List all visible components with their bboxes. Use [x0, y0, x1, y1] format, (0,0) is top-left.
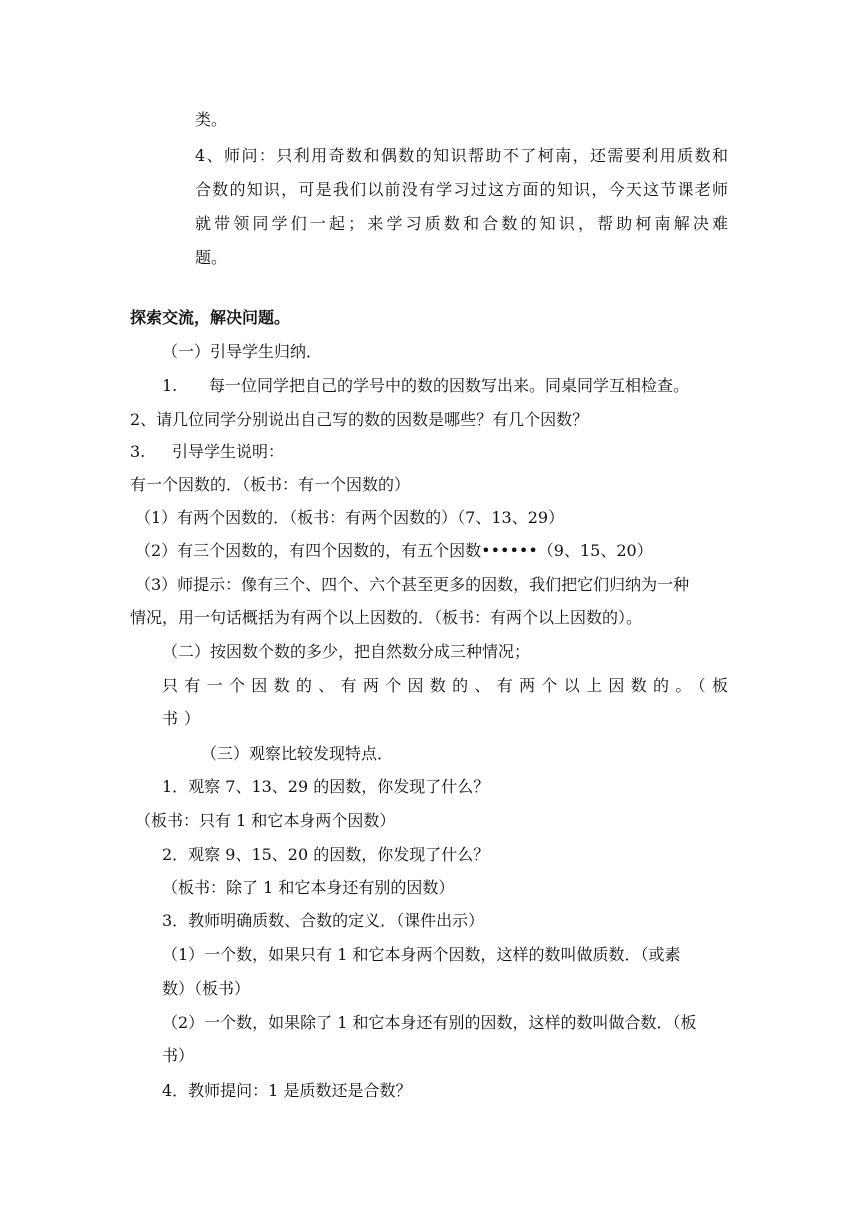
paragraph-line: 就带领同学们一起；来学习质数和合数的知识，帮助柯南解决难: [195, 214, 728, 233]
subsection-heading: （一）引导学生归纳．: [162, 342, 323, 361]
paragraph-line: （2）一个数，如果除了 1 和它本身还有别的因数，这样的数叫做合数．（板: [162, 1013, 697, 1032]
paragraph-line: 1．观察 7、13、29 的因数，你发现了什么？: [162, 777, 490, 796]
paragraph-line: 2．观察 9、15、20 的因数，你发现了什么？: [162, 845, 490, 864]
paragraph-line: 3．教师明确质数、合数的定义．（课件出示）: [162, 911, 485, 930]
section-heading: 探索交流，解决问题。: [130, 308, 291, 327]
paragraph-line: 有一个因数的．（板书：有一个因数的）: [130, 475, 411, 494]
paragraph-line: 类。: [195, 110, 228, 129]
subsection-heading: （三）观察比较发现特点．: [201, 744, 394, 763]
paragraph-line: （1）一个数，如果只有 1 和它本身两个因数，这样的数叫做质数．（或素: [162, 945, 681, 964]
paragraph-line: 书）: [162, 709, 207, 728]
paragraph-line: 4．教师提问：1 是质数还是合数？: [162, 1081, 412, 1100]
subsection-heading: （二）按因数个数的多少，把自然数分成三种情况；: [162, 642, 531, 661]
paragraph-line: 只有一个因数的、有两个因数的、有两个以上因数的。（板: [162, 676, 728, 695]
list-item-text: 每一位同学把自己的学号中的数的因数写出来。同桌同学互相检查。: [209, 376, 690, 395]
paragraph-line: 数）（板书）: [162, 979, 251, 998]
paragraph-line: （板书：只有 1 和它本身两个因数）: [135, 811, 396, 830]
paragraph-line: 书）: [162, 1046, 195, 1065]
paragraph-line: （1）有两个因数的．（板书：有两个因数的）（7、13、29）: [135, 508, 565, 527]
paragraph-line: 题。: [195, 248, 228, 267]
paragraph-line: （板书：除了 1 和它本身还有别的因数）: [162, 878, 455, 897]
paragraph-line: 情况，用一句话概括为有两个以上因数的．（板书：有两个以上因数的）。: [130, 608, 643, 627]
paragraph-line: 4、师问：只利用奇数和偶数的知识帮助不了柯南，还需要利用质数和: [195, 146, 728, 165]
paragraph-line: （2）有三个因数的，有四个因数的，有五个因数••••••（9、15、20）: [135, 541, 653, 560]
list-number: 3.: [130, 442, 146, 461]
paragraph-line: 合数的知识，可是我们以前没有学习过这方面的知识，今天这节课老师: [195, 180, 728, 199]
paragraph-line: （3）师提示：像有三个、四个、六个甚至更多的因数，我们把它们归纳为一种: [135, 575, 690, 594]
paragraph-line: 2、请几位同学分别说出自己写的数的因数是哪些？有几个因数？: [130, 410, 589, 429]
list-item-text: 引导学生说明：: [172, 442, 285, 461]
list-number: 1.: [162, 376, 178, 395]
